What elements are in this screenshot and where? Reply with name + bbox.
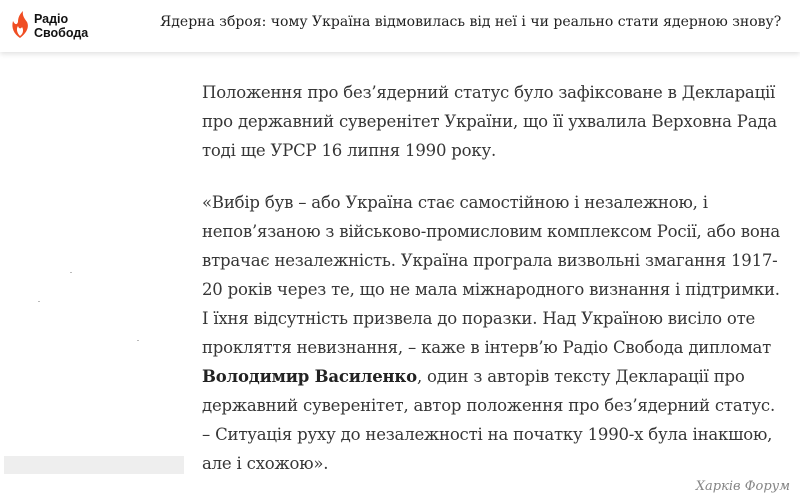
sidebar-artifact-dot xyxy=(70,272,72,273)
article-paragraph xyxy=(202,78,787,165)
quote-text-end: , один з авторів тексту Декларації про державний суверенітет, автор положення про без’ядерний статус. – Ситуація руху до незалежності на початку 1990-х була інакшою, але і схожою». xyxy=(202,367,776,473)
sidebar-placeholder xyxy=(4,456,184,474)
header-article-title[interactable]: Ядерна зброя: чому Україна відмовилась від неї і чи реально стати ядерною знову? xyxy=(160,14,782,30)
logo-line-2: Свобода xyxy=(34,26,89,40)
radio-svoboda-logo[interactable] xyxy=(8,8,98,44)
sidebar-artifact-dot xyxy=(137,340,139,341)
article-body xyxy=(202,78,787,501)
flame-logo-icon xyxy=(8,10,32,40)
paragraph-text: Положення про без’ядерний статус було зафіксоване в Декларації про державний суверенітет України, що її ухвалила Верховна Рада тоді ще УРСР 16 липня 1990 року. xyxy=(202,83,777,160)
quote-text-start: «Вибір був – або Україна стає самостійною і незалежною, і непов’язаною з військово-промисловим комплексом Росії, або вона втрачає незалежність. Україна програла визвольні змагання 1917-20 років через те, що не мала міжнародного визнання і підтримки. І їхня відсутність призвела до поразки. Над Україною висіло оте прокляття невизнання, – каже в інтерв’ю Радіо Свобода дипломат xyxy=(202,193,781,357)
article-paragraph-quote xyxy=(202,188,787,478)
logo-wordmark xyxy=(34,12,88,40)
site-header xyxy=(0,0,800,52)
person-name-link[interactable]: Володимир Василенко xyxy=(202,367,417,386)
logo-line-1: Радіо xyxy=(34,12,69,26)
watermark: Харків Форум xyxy=(692,478,794,495)
sidebar-artifact-dot xyxy=(38,301,40,302)
